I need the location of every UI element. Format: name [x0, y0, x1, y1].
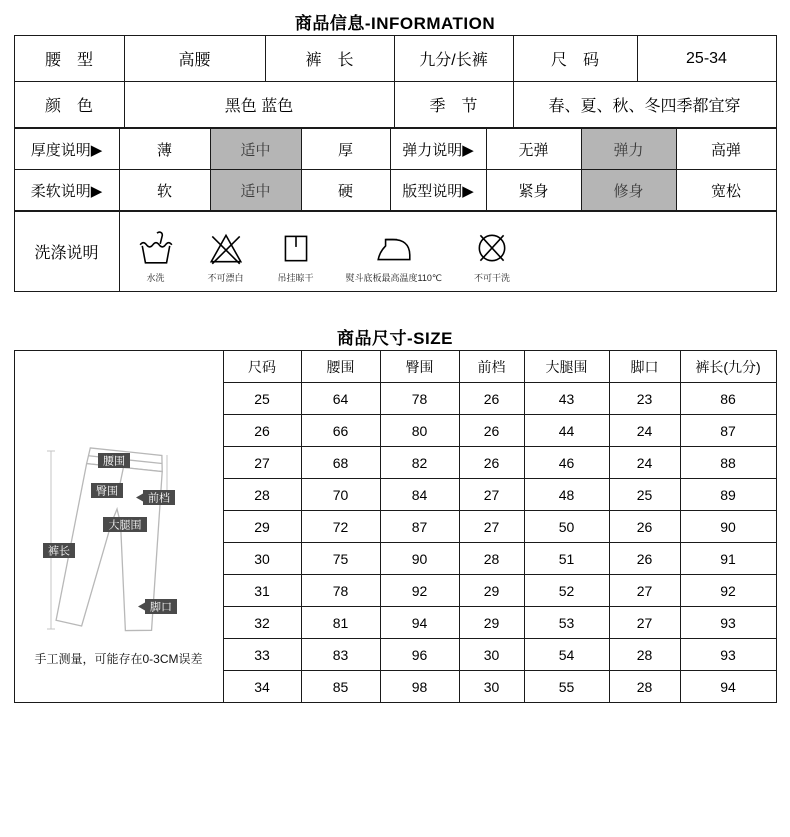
measurement-note: 手工测量，可能存在0-3CM误差: [34, 651, 203, 666]
hang-dry-icon: [277, 230, 315, 266]
info-section-title: 商品信息-INFORMATION: [294, 14, 496, 33]
size-cell: 89: [680, 479, 776, 511]
size-cell: 80: [380, 415, 459, 447]
wash-caption: 吊挂晾干: [277, 272, 314, 283]
size-cell: 51: [524, 543, 609, 575]
size-cell: 93: [680, 607, 776, 639]
size-cell: 29: [459, 607, 524, 639]
svg-text:脚口: 脚口: [150, 601, 172, 613]
size-cell: 24: [609, 447, 680, 479]
svg-text:臀围: 臀围: [96, 485, 118, 497]
spec-table: [14, 128, 777, 211]
wash-care-label: 洗涤说明: [14, 212, 119, 292]
softness-option-hard: 硬: [301, 170, 390, 211]
thickness-option-thick: 厚: [301, 129, 390, 170]
wash-item-no-bleach: [206, 230, 246, 284]
size-cell: 50: [524, 511, 609, 543]
wash-caption: 不可干洗: [473, 272, 510, 283]
fit-option-slim-selected: 修身: [581, 170, 676, 211]
elastic-label: 弹力说明▶: [390, 129, 486, 170]
size-section-title: 商品尺寸-SIZE: [337, 329, 453, 348]
col-header-thigh: 大腿围: [524, 351, 609, 383]
size-cell: 25: [223, 383, 301, 415]
thickness-option-thin: 薄: [119, 129, 210, 170]
size-cell: 75: [301, 543, 380, 575]
size-cell: 28: [609, 639, 680, 671]
col-header-size: 尺码: [223, 351, 301, 383]
svg-text:大腿围: 大腿围: [108, 519, 142, 531]
size-cell: 28: [459, 543, 524, 575]
wash-care-table: [14, 211, 777, 292]
size-cell: 92: [380, 575, 459, 607]
size-range-label: 尺 码: [513, 36, 637, 82]
size-cell: 92: [680, 575, 776, 607]
size-cell: 34: [223, 671, 301, 703]
wash-care-row: [14, 212, 776, 292]
info-row-2: [14, 82, 776, 128]
svg-text:裤长: 裤长: [48, 545, 70, 557]
spec-row-softness-fit: [14, 170, 776, 211]
season-value: 春、夏、秋、冬四季都宜穿: [513, 82, 776, 128]
wash-item-iron: [346, 230, 442, 284]
pant-length-label: 裤 长: [265, 36, 394, 82]
wash-item-hang-dry: [276, 230, 316, 284]
size-cell: 24: [609, 415, 680, 447]
fit-option-loose: 宽松: [676, 170, 776, 211]
size-cell: 54: [524, 639, 609, 671]
wash-item-no-dry-clean: [472, 230, 512, 284]
hand-wash-icon: [137, 230, 175, 266]
size-cell: 87: [380, 511, 459, 543]
fit-label: 版型说明▶: [390, 170, 486, 211]
info-row-1: [14, 36, 776, 82]
size-cell: 81: [301, 607, 380, 639]
size-cell: 53: [524, 607, 609, 639]
elastic-option-elastic-selected: 弹力: [581, 129, 676, 170]
waist-type-value: 高腰: [124, 36, 265, 82]
wash-care-icons-cell: [119, 212, 776, 292]
size-cell: 26: [459, 415, 524, 447]
col-header-length: 裤长(九分): [680, 351, 776, 383]
measurement-diagram-cell: [14, 351, 223, 703]
diagram-label-length: [43, 543, 75, 558]
size-cell: 29: [223, 511, 301, 543]
col-header-waist: 腰围: [301, 351, 380, 383]
softness-option-medium-selected: 适中: [210, 170, 301, 211]
size-cell: 66: [301, 415, 380, 447]
size-cell: 84: [380, 479, 459, 511]
svg-text:腰围: 腰围: [103, 455, 125, 467]
size-cell: 30: [459, 671, 524, 703]
color-value: 黑色 蓝色: [124, 82, 394, 128]
col-header-hip: 臀围: [380, 351, 459, 383]
size-cell: 25: [609, 479, 680, 511]
diagram-label-waist: [98, 453, 130, 468]
size-chart-table: [14, 350, 777, 703]
size-cell: 43: [524, 383, 609, 415]
size-cell: 83: [301, 639, 380, 671]
size-cell: 46: [524, 447, 609, 479]
size-cell: 86: [680, 383, 776, 415]
pant-length-value: 九分/长裤: [394, 36, 513, 82]
size-cell: 94: [380, 607, 459, 639]
size-cell: 93: [680, 639, 776, 671]
size-cell: 90: [380, 543, 459, 575]
size-cell: 30: [223, 543, 301, 575]
wash-item-hand-wash: [136, 230, 176, 284]
size-cell: 82: [380, 447, 459, 479]
size-cell: 64: [301, 383, 380, 415]
thickness-label: 厚度说明▶: [14, 129, 119, 170]
size-cell: 26: [609, 511, 680, 543]
size-cell: 88: [680, 447, 776, 479]
no-bleach-icon: [207, 230, 245, 266]
color-label: 颜 色: [14, 82, 124, 128]
size-cell: 29: [459, 575, 524, 607]
size-cell: 52: [524, 575, 609, 607]
size-cell: 78: [301, 575, 380, 607]
size-cell: 87: [680, 415, 776, 447]
size-cell: 96: [380, 639, 459, 671]
elastic-option-none: 无弹: [486, 129, 581, 170]
basic-info-table: [14, 35, 777, 128]
size-cell: 26: [459, 383, 524, 415]
size-cell: 85: [301, 671, 380, 703]
size-cell: 27: [459, 511, 524, 543]
size-cell: 26: [459, 447, 524, 479]
iron-max-110-icon: [374, 230, 414, 266]
no-dry-clean-icon: [473, 230, 511, 266]
size-cell: 55: [524, 671, 609, 703]
size-cell: 94: [680, 671, 776, 703]
size-cell: 27: [609, 575, 680, 607]
svg-text:前档: 前档: [148, 492, 170, 504]
fit-option-tight: 紧身: [486, 170, 581, 211]
wash-caption: 不可漂白: [207, 272, 244, 283]
size-range-value: 25-34: [637, 36, 776, 82]
size-cell: 26: [609, 543, 680, 575]
size-cell: 78: [380, 383, 459, 415]
season-label: 季 节: [394, 82, 513, 128]
waist-type-label: 腰 型: [14, 36, 124, 82]
size-cell: 90: [680, 511, 776, 543]
size-cell: 28: [609, 671, 680, 703]
diagram-label-hip: [91, 483, 123, 498]
col-header-rise: 前档: [459, 351, 524, 383]
size-cell: 28: [223, 479, 301, 511]
size-cell: 91: [680, 543, 776, 575]
col-header-hem: 脚口: [609, 351, 680, 383]
pants-diagram: [15, 393, 222, 641]
thickness-option-medium-selected: 适中: [210, 129, 301, 170]
size-cell: 31: [223, 575, 301, 607]
size-cell: 32: [223, 607, 301, 639]
size-cell: 27: [459, 479, 524, 511]
wash-items: [120, 220, 776, 284]
size-cell: 70: [301, 479, 380, 511]
size-cell: 30: [459, 639, 524, 671]
wash-caption: 水洗: [146, 272, 165, 283]
size-cell: 27: [609, 607, 680, 639]
softness-label: 柔软说明▶: [14, 170, 119, 211]
size-cell: 72: [301, 511, 380, 543]
size-cell: 27: [223, 447, 301, 479]
elastic-option-high: 高弹: [676, 129, 776, 170]
size-cell: 26: [223, 415, 301, 447]
size-cell: 23: [609, 383, 680, 415]
size-table-header-row: [14, 351, 776, 383]
diagram-label-thigh: [103, 517, 147, 532]
wash-caption: 熨斗底板最高温度110℃: [345, 272, 442, 283]
softness-option-soft: 软: [119, 170, 210, 211]
size-cell: 44: [524, 415, 609, 447]
size-cell: 33: [223, 639, 301, 671]
spec-row-thickness-elastic: [14, 129, 776, 170]
size-cell: 48: [524, 479, 609, 511]
size-cell: 68: [301, 447, 380, 479]
size-cell: 98: [380, 671, 459, 703]
